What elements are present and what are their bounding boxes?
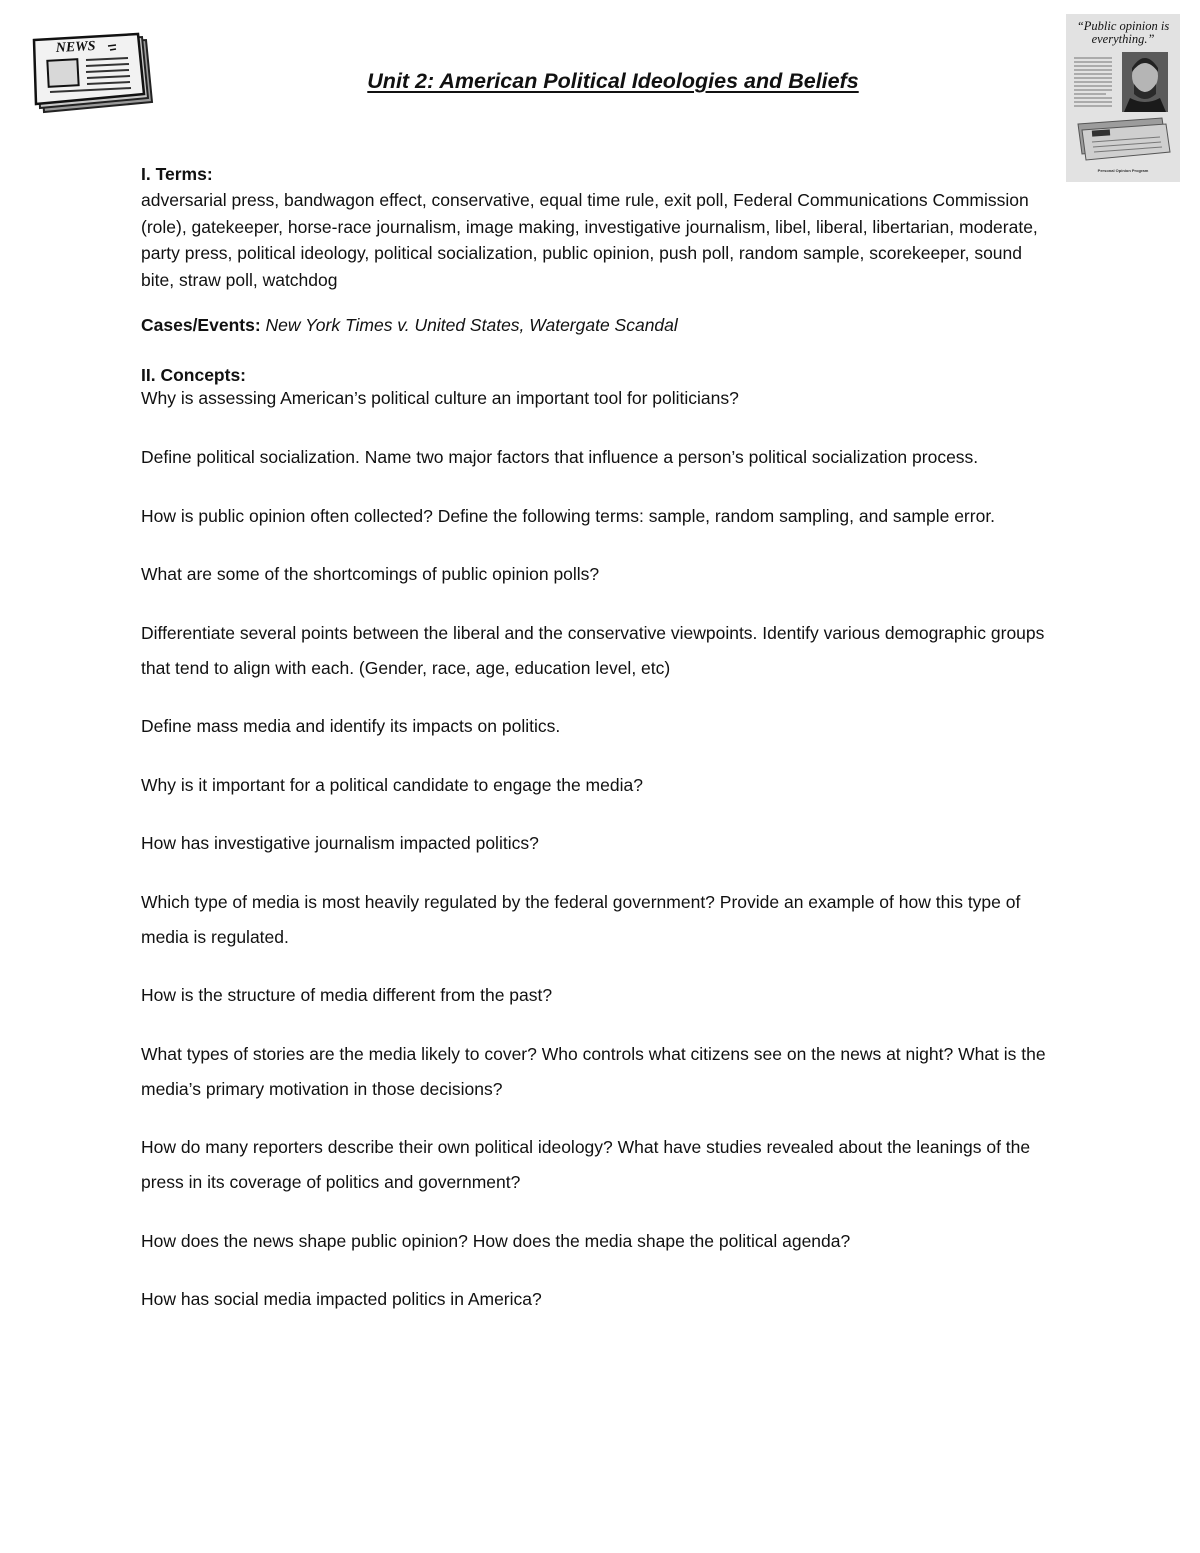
concept-question: Why is it important for a political candidate to engage the media? [141, 774, 643, 795]
cases-events [141, 314, 1046, 336]
concept-question: How is the structure of media different from the past? [141, 985, 553, 1005]
concepts-question-list [141, 385, 1046, 1317]
concept-question: How is public opinion often collected? Define the following terms: sample, random sampling, and sample error. [141, 505, 996, 526]
concept-question: Why is assessing American’s political culture an important tool for politicians? [141, 388, 739, 408]
poster-footer: Personal Opinion Program [1097, 168, 1149, 173]
concept-question: What are some of the shortcomings of public opinion polls? [141, 564, 600, 584]
poster-illustration [1066, 14, 1180, 182]
concept-question: Differentiate several points between the liberal and the conservative viewpoints. Identify various demographic groups that tend to align with each. (Gender, race, age, education level, etc) [141, 622, 1045, 678]
public-opinion-poster [1066, 14, 1180, 182]
cases-value: New York Times v. United States, Watergate Scandal [265, 315, 678, 335]
document-body [141, 164, 1046, 1341]
page-title: Unit 2: American Political Ideologies and Beliefs [367, 69, 859, 93]
concept-question: Define mass media and identify its impacts on politics. [141, 716, 561, 736]
concepts-heading: II. Concepts: [141, 365, 247, 385]
poster-quote: “Public opinion is everything.” [1076, 19, 1170, 46]
concept-question: How has social media impacted politics in America? [141, 1289, 542, 1309]
terms-list: adversarial press, bandwagon effect, conservative, equal time rule, exit poll, Federal Communications Commission (role), gatekeeper, horse-race journalism, image making, investigative journalism, libel, liberal, libertarian, moderate, party press, political ideology, political socialization, public opinion, push poll, random sample, scorekeeper, sound bite, straw poll, watchdog [141, 190, 1038, 290]
terms-heading: I. Terms: [141, 164, 213, 184]
newspaper-masthead: NEWS [55, 38, 96, 56]
concept-question: Define political socialization. Name two major factors that influence a person’s political socialization process. [141, 447, 979, 467]
concept-question: How does the news shape public opinion? How does the media shape the political agenda? [141, 1230, 851, 1251]
concept-question: How has investigative journalism impacted politics? [141, 833, 539, 853]
cases-label: Cases/Events: [141, 315, 261, 335]
concept-question: What types of stories are the media likely to cover? Who controls what citizens see on the news at night? What is the media’s primary motivation in those decisions? [141, 1043, 1046, 1099]
concept-question: Which type of media is most heavily regulated by the federal government? Provide an example of how this type of media is regulated. [141, 891, 1021, 947]
concept-question: How do many reporters describe their own political ideology? What have studies revealed about the leanings of the press in its coverage of politics and government? [141, 1137, 1031, 1192]
